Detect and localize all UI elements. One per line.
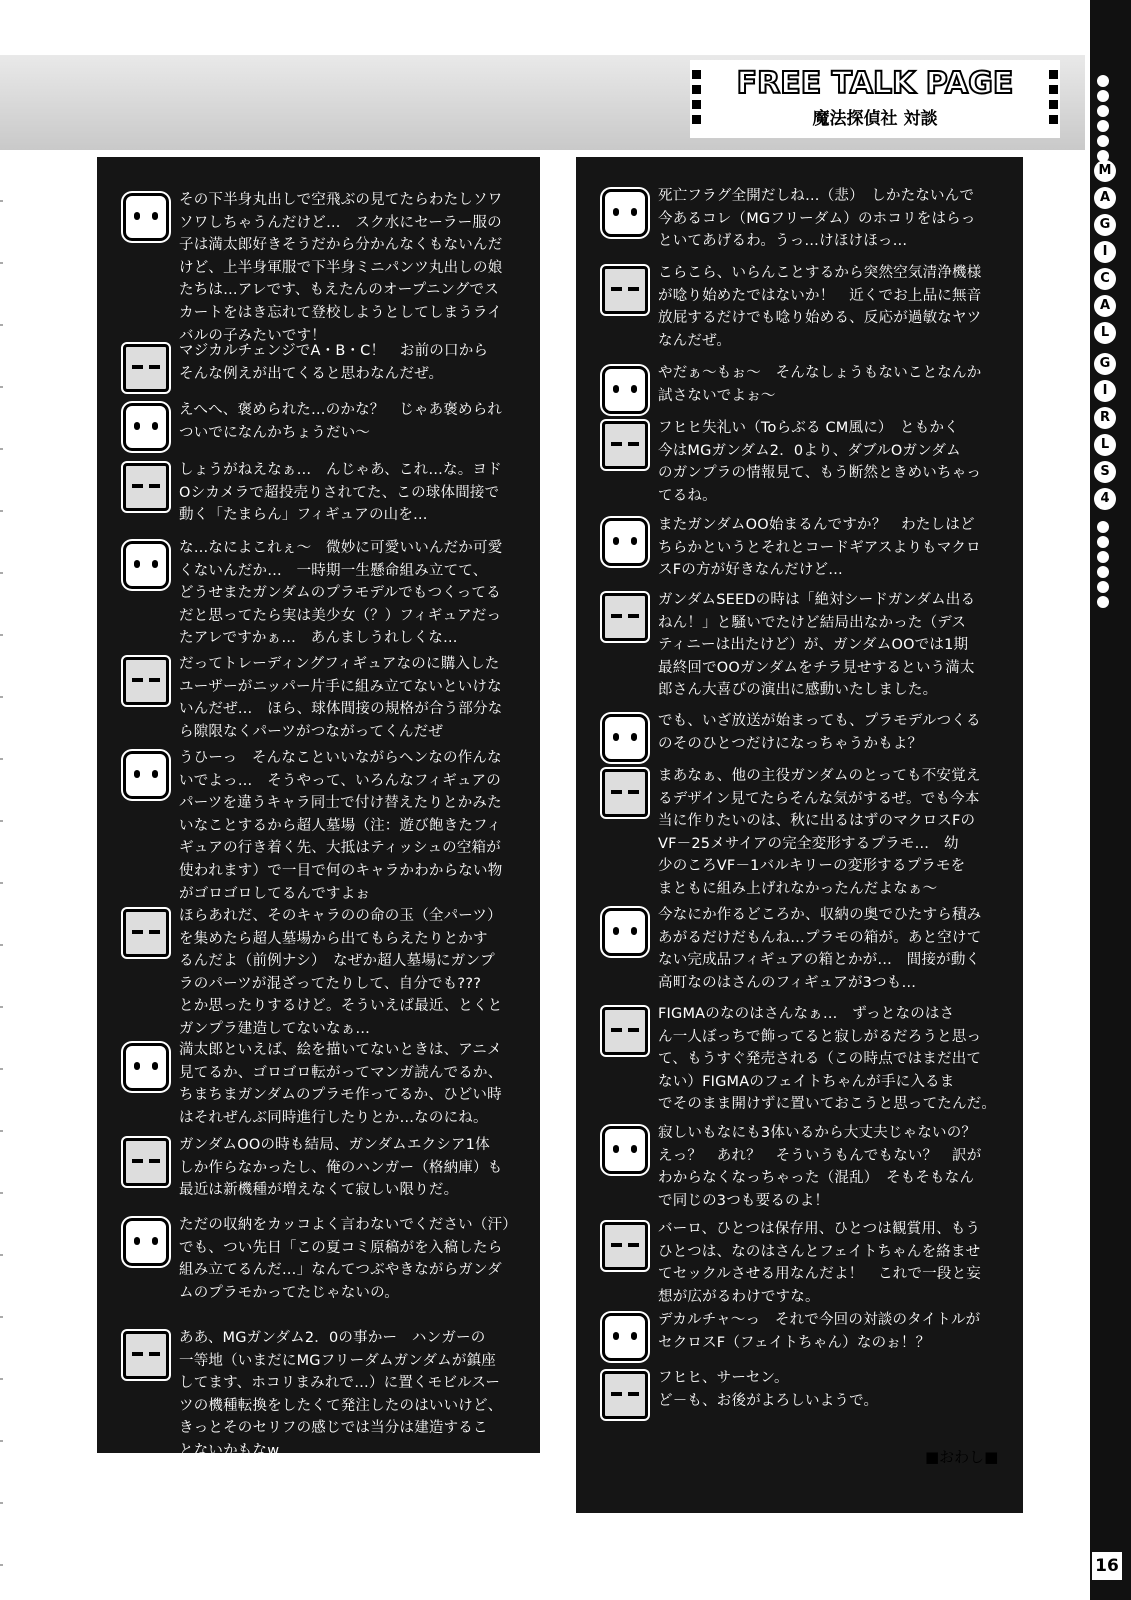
- strip-letter: A: [1094, 295, 1116, 317]
- girl-speaker-avatar: [123, 1218, 169, 1266]
- dialogue-text: ガンダムOOの時も結局、ガンダムエクシア1体 しか作らなかったし、俺のハンガー（格納庫）も 最近は新機種が増えなくて寂しい限りだ。: [179, 1137, 503, 1199]
- dialogue-text: マジカルチェンジでA・B・C！ お前の口から そんな例えが出てくると思わなんだぜ。: [179, 343, 489, 382]
- mecha-speaker-avatar: [602, 1371, 648, 1419]
- mecha-speaker-avatar: [602, 1007, 648, 1055]
- dialogue-text: うひーっ そんなこといいながらヘンなの作んな いでよっ… そうやって、いろんなフィギュアの パーツを違うキャラ同士で付け替えたりとかみた いなことするから超人墓場（注：遊び飽きたフィ ギュアの行き着く先、大抵はティッシュの空箱が 使われます）で一目で何のキャラかわからない物 がゴロゴロしてるんですよぉ: [179, 750, 503, 902]
- dash-decoration-right: [1049, 70, 1058, 128]
- dialogue-text: えへへ、褒められた…のかな？ じゃあ褒められ ついでになんかちょうだい～: [179, 402, 503, 441]
- end-mark: ■おわし■: [925, 1448, 999, 1466]
- dialogue-text: しょうがねえなぁ… んじゃあ、これ…な。ヨド Oシカメラで超投売りされてた、この球体間接で 動く「たまらん」フィギュアの山を…: [179, 462, 502, 524]
- left-dialogue-column: [97, 157, 540, 1459]
- dialogue-text: 満太郎といえば、絵を描いてないときは、アニメ 見てるか、ゴロゴロ転がってマンガ読んでるか、 ちまちまガンダムのプラモ作ってるか、ひどい時 はそれぜんぶ同時進行したりとか…なのにね。: [179, 1042, 503, 1126]
- strip-letter: I: [1094, 380, 1116, 402]
- dialogue-text: デカルチャ～っ それで今回の対談のタイトルが セクロスF（フェイトちゃん）なのぉ！？: [658, 1312, 981, 1351]
- strip-dot: [1097, 521, 1109, 533]
- mecha-speaker-avatar: [123, 1331, 169, 1379]
- page-edge-marks: [0, 140, 3, 1580]
- strip-letter: R: [1094, 407, 1116, 429]
- strip-dot: [1097, 120, 1109, 132]
- dialogue-text: な…なによこれぇ～ 微妙に可愛いいんだか可愛 くないんだか… 一時期一生懸命組み立てて、 どうせまたガンダムのプラモデルでもつくってる だと思ってたら実は美少女（？）フィギュアだっ たアレですかぁ… あんましうれしくな…: [179, 540, 503, 647]
- dialogue-text: バーロ、ひとつは保存用、ひとつは観賞用、もう ひとつは、なのはさんとフェイトちゃんを絡ませ てセックルさせる用なんだよ！ これで一段と妄 想が広がるわけですな。: [658, 1221, 981, 1305]
- girl-speaker-avatar: [602, 714, 648, 762]
- side-strip: [1090, 0, 1131, 1600]
- dialogue-text: 死亡フラグ全開だしね…（悲） しかたないんで 今あるコレ（MGフリーダム）のホコリをはらっ といてあげるわ。うっ…けほけほっ…: [658, 188, 976, 250]
- page-subtitle: 魔法探偵社 対談: [812, 109, 938, 129]
- mecha-speaker-avatar: [123, 1138, 169, 1186]
- girl-speaker-avatar: [123, 1043, 169, 1091]
- girl-speaker-avatar: [123, 403, 169, 451]
- strip-letter: G: [1094, 214, 1116, 236]
- dialogue-text: FIGMAのなのはさんなぁ… ずっとなのはさ ん一人ぼっちで飾ってると寂しがるだろうと思っ て、もうすぐ発売される（この時点ではまだ出て ない）FIGMAのフェイトちゃんが手に入るま でそのまま開けずに置いておこうと思ってたんだ。: [658, 1006, 997, 1113]
- girl-speaker-avatar: [602, 1126, 648, 1174]
- girl-speaker-avatar: [123, 751, 169, 799]
- strip-letter: M: [1094, 160, 1116, 182]
- strip-dot: [1097, 536, 1109, 548]
- girl-speaker-avatar: [602, 1313, 648, 1361]
- strip-dot: [1097, 596, 1109, 608]
- girl-speaker-avatar: [123, 193, 169, 241]
- girl-speaker-avatar: [602, 518, 648, 566]
- dialogue-text: こらこら、いらんことするから突然空気清浄機様 が唸り始めたではないか！ 近くでお上品に無音 放屁するだけでも唸り始める、反応が過敏なヤツ なんだぜ。: [658, 265, 982, 349]
- dialogue-text: フヒヒ、サーセン。 ど－も、お後がよろしいようで。: [658, 1370, 879, 1409]
- strip-letter: 4: [1094, 488, 1116, 510]
- mecha-speaker-avatar: [602, 593, 648, 641]
- girl-speaker-avatar: [123, 541, 169, 589]
- strip-dot: [1097, 135, 1109, 147]
- strip-letter: C: [1094, 268, 1116, 290]
- mecha-speaker-avatar: [123, 909, 169, 957]
- dialogue-text: またガンダムOO始まるんですか？ わたしはど ちらかというとそれとコードギアスよりもマクロ スFの方が好きなんだけど…: [658, 517, 981, 579]
- strip-dot: [1097, 75, 1109, 87]
- strip-dot: [1097, 90, 1109, 102]
- strip-dot: [1097, 566, 1109, 578]
- strip-letter: A: [1094, 187, 1116, 209]
- girl-speaker-avatar: [602, 908, 648, 956]
- dialogue-text: 今なにか作るどころか、収納の奥でひたすら積み あがるだけだもんね…プラモの箱が。あと空けて ない完成品フィギュアの箱とかが… 間接が動く 高町なのはさんのフィギュアが3つも…: [658, 907, 982, 991]
- page-number: 16: [1092, 1552, 1122, 1580]
- strip-letter: L: [1094, 322, 1116, 344]
- strip-dot: [1097, 105, 1109, 117]
- dialogue-text: ああ、MGガンダム2．0の事かー ハンガーの 一等地（いまだにMGフリーダムガンダムが鎮座 してます、ホコリまみれで…）に置くモビルスー ツの機種転換をしたくて発注したのはいいけど、 きっとそのセリフの感じでは当分は建造するこ とないかもなw: [179, 1330, 503, 1459]
- mecha-speaker-avatar: [602, 266, 648, 314]
- strip-letter: I: [1094, 241, 1116, 263]
- mecha-speaker-avatar: [602, 1222, 648, 1270]
- page-title: FREE TALK PAGE: [736, 66, 1014, 101]
- dialogue-text: ほらあれだ、そのキャラのの命の玉（全パーツ） を集めたら超人墓場から出てもらえたりとかす るんだよ（前例ナシ） なぜか超人墓場にガンプ ラのパーツが混ざってたりして、自分でも??? とか思ったりするけど。そういえば最近、とくと ガンプラ建造してないなぁ…: [179, 908, 503, 1037]
- dialogue-text: やだぁ～もぉ～ そんなしょうもないことなんか 試さないでよぉ～: [658, 365, 982, 404]
- title-box: [690, 60, 1060, 138]
- strip-letter: L: [1094, 434, 1116, 456]
- strip-dot: [1097, 551, 1109, 563]
- dialogue-text: でも、いざ放送が始まっても、プラモデルつくる のそのひとつだけになっちゃうかもよ？: [658, 713, 981, 752]
- strip-letter: G: [1094, 353, 1116, 375]
- dialogue-text: フヒヒ失礼い（Toらぶる CM風に） ともかく 今はMGガンダム2．0より、ダブルOガンダム のガンプラの情報見て、もう断然ときめいちゃっ てるね。: [658, 420, 982, 504]
- right-dialogue-column: [576, 157, 1023, 1513]
- mecha-speaker-avatar: [123, 657, 169, 705]
- mecha-speaker-avatar: [123, 344, 169, 392]
- mecha-speaker-avatar: [602, 421, 648, 469]
- dialogue-text: まあなぁ、他の主役ガンダムのとっても不安覚え るデザイン見てたらそんな気がするぜ。でも今本 当に作りたいのは、秋に出るはずのマクロスFの VF－25メサイアの完全変形するプラモ… 幼 少のころVF－1バルキリーの変形するプラモを まともに組み上げれなかったんだよなぁ～: [658, 768, 981, 897]
- strip-dot: [1097, 581, 1109, 593]
- girl-speaker-avatar: [602, 366, 648, 414]
- dialogue-text: その下半身丸出しで空飛ぶの見てたらわたしソワ ソワしちゃうんだけど… スク水にセーラー服の 子は満太郎好きそうだから分かんなくもないんだ けど、上半身軍服で下半身ミニパンツ丸出しの娘 たちは…アレです、もえたんのオープニングでス カートをはき忘れて登校しようとしてしまうライ バルの子みたいです！: [179, 192, 503, 344]
- dialogue-text: ガンダムSEEDの時は「絶対シードガンダム出る ねん！」と騒いでたけど結局出なかった（デス ティニーは出たけど）が、ガンダムOOでは1期 最終回でOOガンダムをチラ見せするという満太 郎さん大喜びの演出に感動いたしました。: [658, 592, 976, 699]
- mecha-speaker-avatar: [123, 463, 169, 511]
- girl-speaker-avatar: [602, 189, 648, 237]
- strip-letter: S: [1094, 461, 1116, 483]
- dialogue-text: 寂しいもなにも3体いるから大丈夫じゃないの？ えっ？ あれ？ そういうもんでもない？ 訳が わからなくなっちゃった（混乱） そもそもなん で同じの3つも要るのよ！: [658, 1125, 982, 1209]
- dialogue-text: だってトレーディングフィギュアなのに購入した ユーザーがニッパー片手に組み立てないといけな いんだぜ… ほら、球体間接の規格が合う部分な ら隙限なくパーツがつながってくんだぜ: [179, 656, 503, 740]
- dialogue-text: ただの収納をカッコよく言わないでください（汗） でも、つい先日「この夏コミ原稿がを入稿したら 組み立てるんだ…」なんてつぶやきながらガンダ ムのプラモかってたじゃないの。: [179, 1217, 517, 1301]
- mecha-speaker-avatar: [602, 769, 648, 817]
